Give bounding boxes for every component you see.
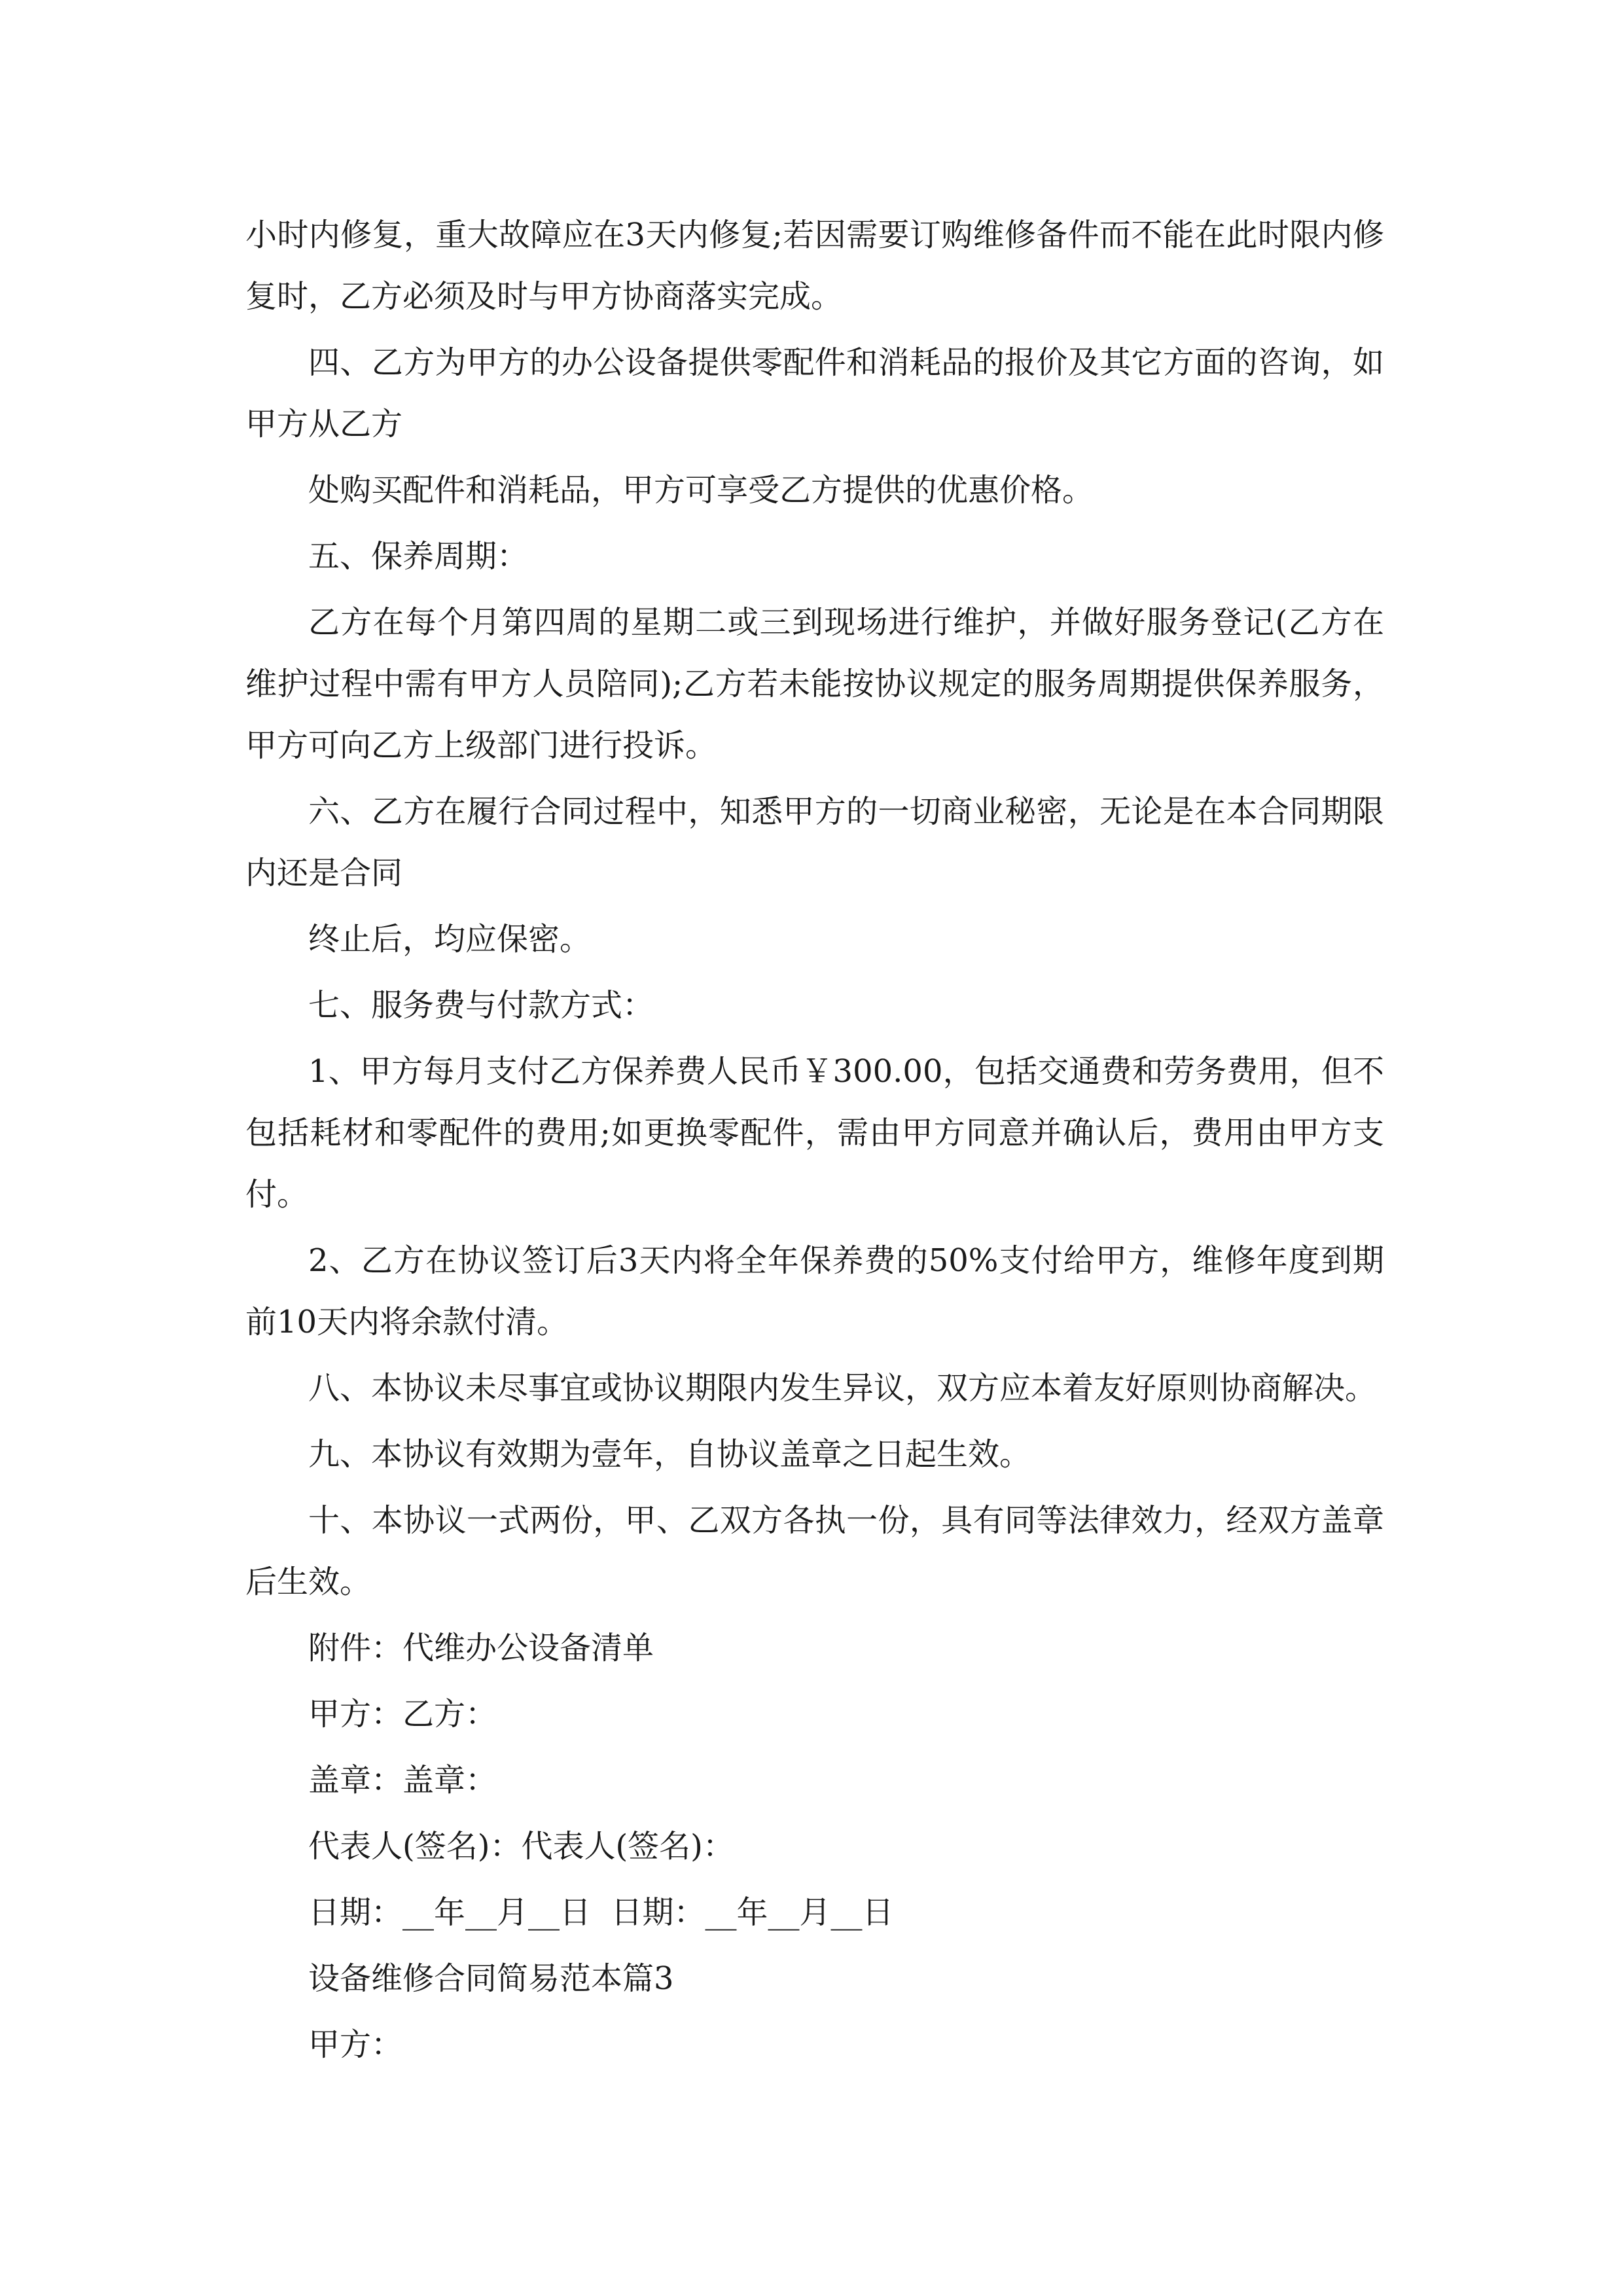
party-a-label: 甲方： xyxy=(308,2026,403,2063)
paragraph-clause-10: 十、本协议一式两份，甲、乙双方各执一份，具有同等法律效力，经双方盖章后生效。 xyxy=(245,1502,1384,1600)
paragraph-clause-5-heading: 五、保养周期： xyxy=(308,538,529,575)
paragraph-clause-5-body: 乙方在每个月第四周的星期二或三到现场进行维护，并做好服务登记(乙方在维护过程中需有甲方人员陪同);乙方若未能按协议规定的服务周期提供保养服务，甲方可向乙方上级部门进行投诉。 xyxy=(245,604,1384,764)
paragraph-attachment: 附件：代维办公设备清单 xyxy=(308,1630,654,1666)
paragraph-repair-time: 小时内修复，重大故障应在3天内修复;若因需要订购维修备件而不能在此时限内修复时，乙方必须及时与甲方协商落实完成。 xyxy=(245,217,1384,315)
signature-parties: 甲方：乙方： xyxy=(308,1696,497,1732)
paragraph-clause-6: 六、乙方在履行合同过程中，知悉甲方的一切商业秘密，无论是在本合同期限内还是合同 xyxy=(245,793,1384,891)
paragraph-clause-4-cont: 处购买配件和消耗品，甲方可享受乙方提供的优惠价格。 xyxy=(308,472,1094,509)
document-body xyxy=(245,204,1384,2075)
paragraph-clause-9: 九、本协议有效期为壹年，自协议盖章之日起生效。 xyxy=(308,1436,1031,1473)
signature-date: 日期：__年__月__日 日期：__年__月__日 xyxy=(308,1894,894,1931)
paragraph-clause-8: 八、本协议未尽事宜或协议期限内发生异议，双方应本着友好原则协商解决。 xyxy=(308,1370,1377,1407)
section-title-3: 设备维修合同简易范本篇3 xyxy=(308,1960,674,1997)
paragraph-clause-7-item-2: 2、乙方在协议签订后3天内将全年保养费的50%支付给甲方，维修年度到期前10天内将余款付清。 xyxy=(245,1242,1384,1340)
paragraph-clause-7-item-1: 1、甲方每月支付乙方保养费人民币￥300.00，包括交通费和劳务费用，但不包括耗材和零配件的费用;如更换零配件，需由甲方同意并确认后，费用由甲方支付。 xyxy=(245,1053,1384,1213)
paragraph-clause-6-cont: 终止后，均应保密。 xyxy=(308,921,592,958)
signature-representative: 代表人(签名)：代表人(签名)： xyxy=(308,1828,734,1865)
paragraph-clause-7-heading: 七、服务费与付款方式： xyxy=(308,987,654,1024)
signature-seal: 盖章：盖章： xyxy=(308,1762,497,1799)
paragraph-clause-4: 四、乙方为甲方的办公设备提供零配件和消耗品的报价及其它方面的咨询，如甲方从乙方 xyxy=(245,344,1384,442)
